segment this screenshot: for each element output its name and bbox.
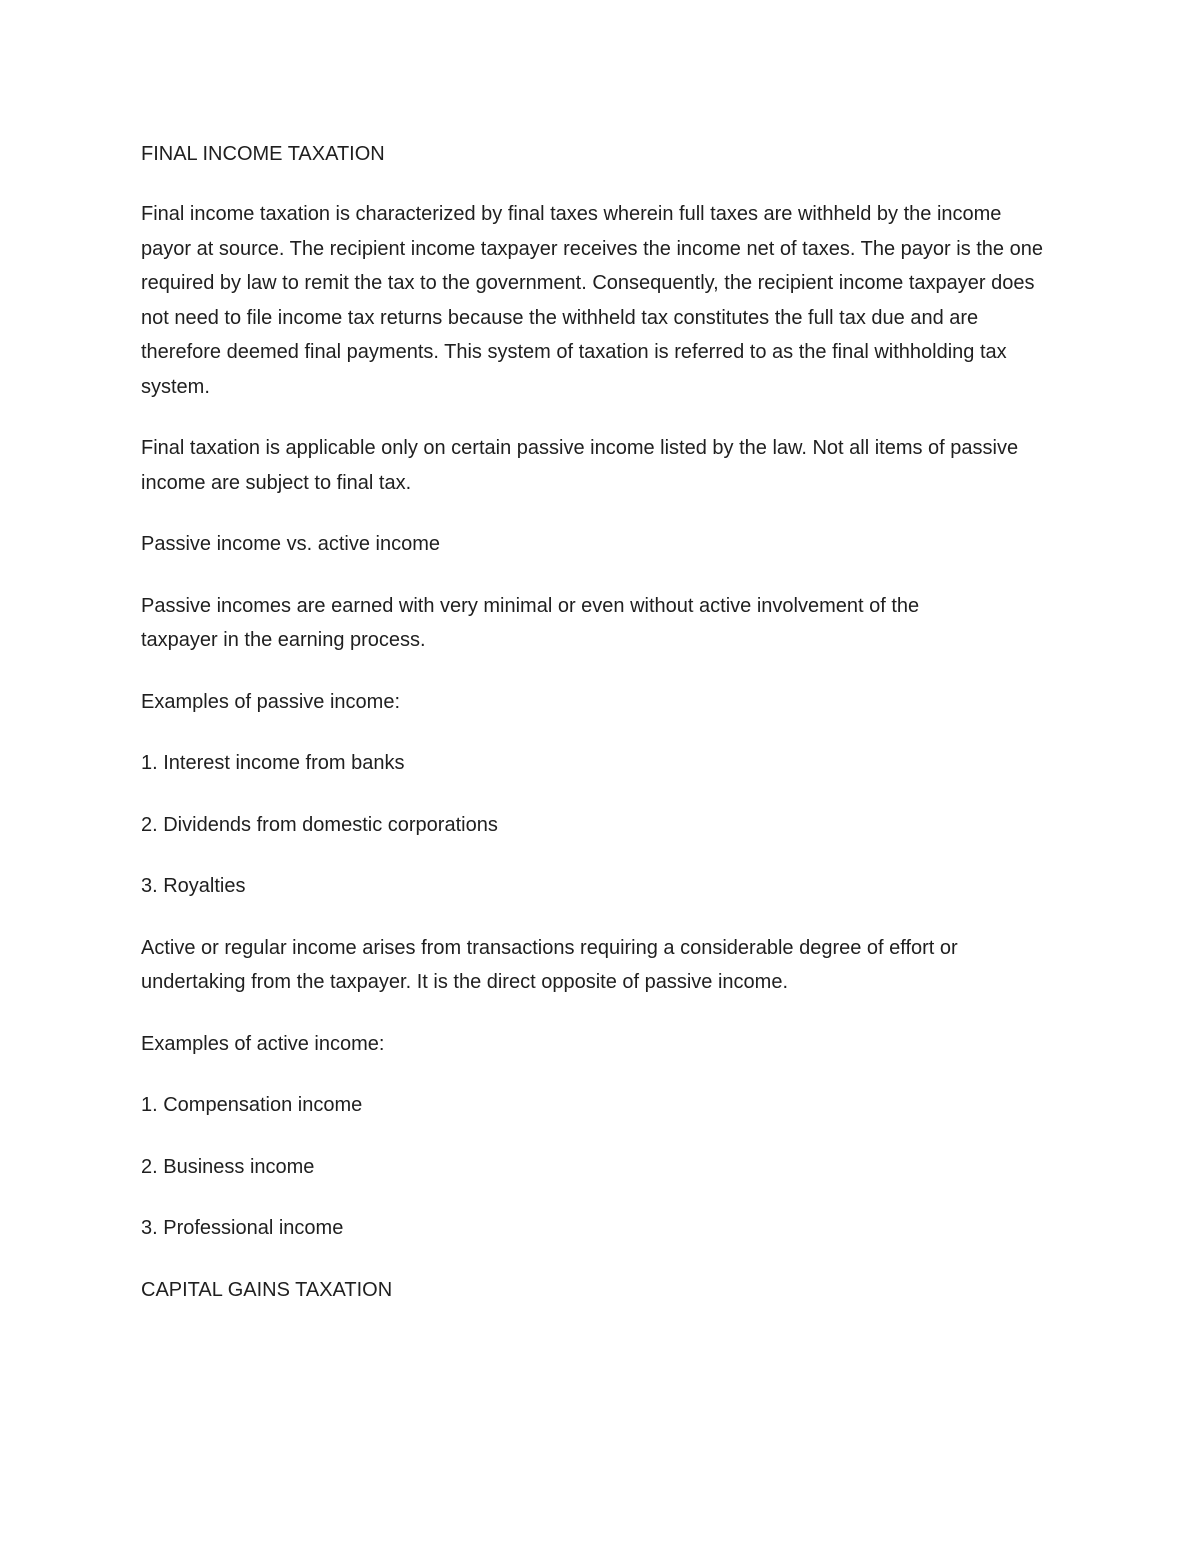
paragraph-active-income-definition: Active or regular income arises from transactions requiring a considerable degree of effort or undertaking from the taxpayer. It is the direct opposite of passive income. <box>141 936 958 993</box>
subheading-passive-vs-active: Passive income vs. active income <box>141 533 441 555</box>
active-example-item: 3. Professional income <box>141 1217 344 1239</box>
paragraph-passive-income-definition: Passive incomes are earned with very minimal or even without active involvement of the taxpayer in the earning process. <box>141 594 920 651</box>
passive-example-item: 3. Royalties <box>141 875 246 897</box>
section-heading-capital-gains-taxation: CAPITAL GAINS TAXATION <box>141 1278 393 1301</box>
passive-examples-label: Examples of passive income: <box>141 690 401 713</box>
active-example-item: 1. Compensation income <box>141 1094 363 1116</box>
passive-example-item: 1. Interest income from banks <box>141 752 405 774</box>
active-example-item: 2. Business income <box>141 1155 315 1178</box>
paragraph-final-income-definition: Final income taxation is characterized by final taxes wherein full taxes are withheld by the income payor at source. The recipient income taxpayer receives the income net of taxes. The payor is the one required by law to remit the tax to the government. Consequently, the recipient income taxpayer does not need to file income tax returns because the withheld tax constitutes the full tax due and are therefore deemed final payments. This system of taxation is referred to as the final withholding tax system. <box>141 203 1043 398</box>
section-heading-final-income-taxation: FINAL INCOME TAXATION <box>141 143 385 165</box>
paragraph-final-taxation-scope: Final taxation is applicable only on certain passive income listed by the law. Not all items of passive income are subject to final tax. <box>141 437 1019 494</box>
document-page <box>141 139 1061 1307</box>
active-examples-label: Examples of active income: <box>141 1032 385 1055</box>
passive-example-item: 2. Dividends from domestic corporations <box>141 813 498 836</box>
